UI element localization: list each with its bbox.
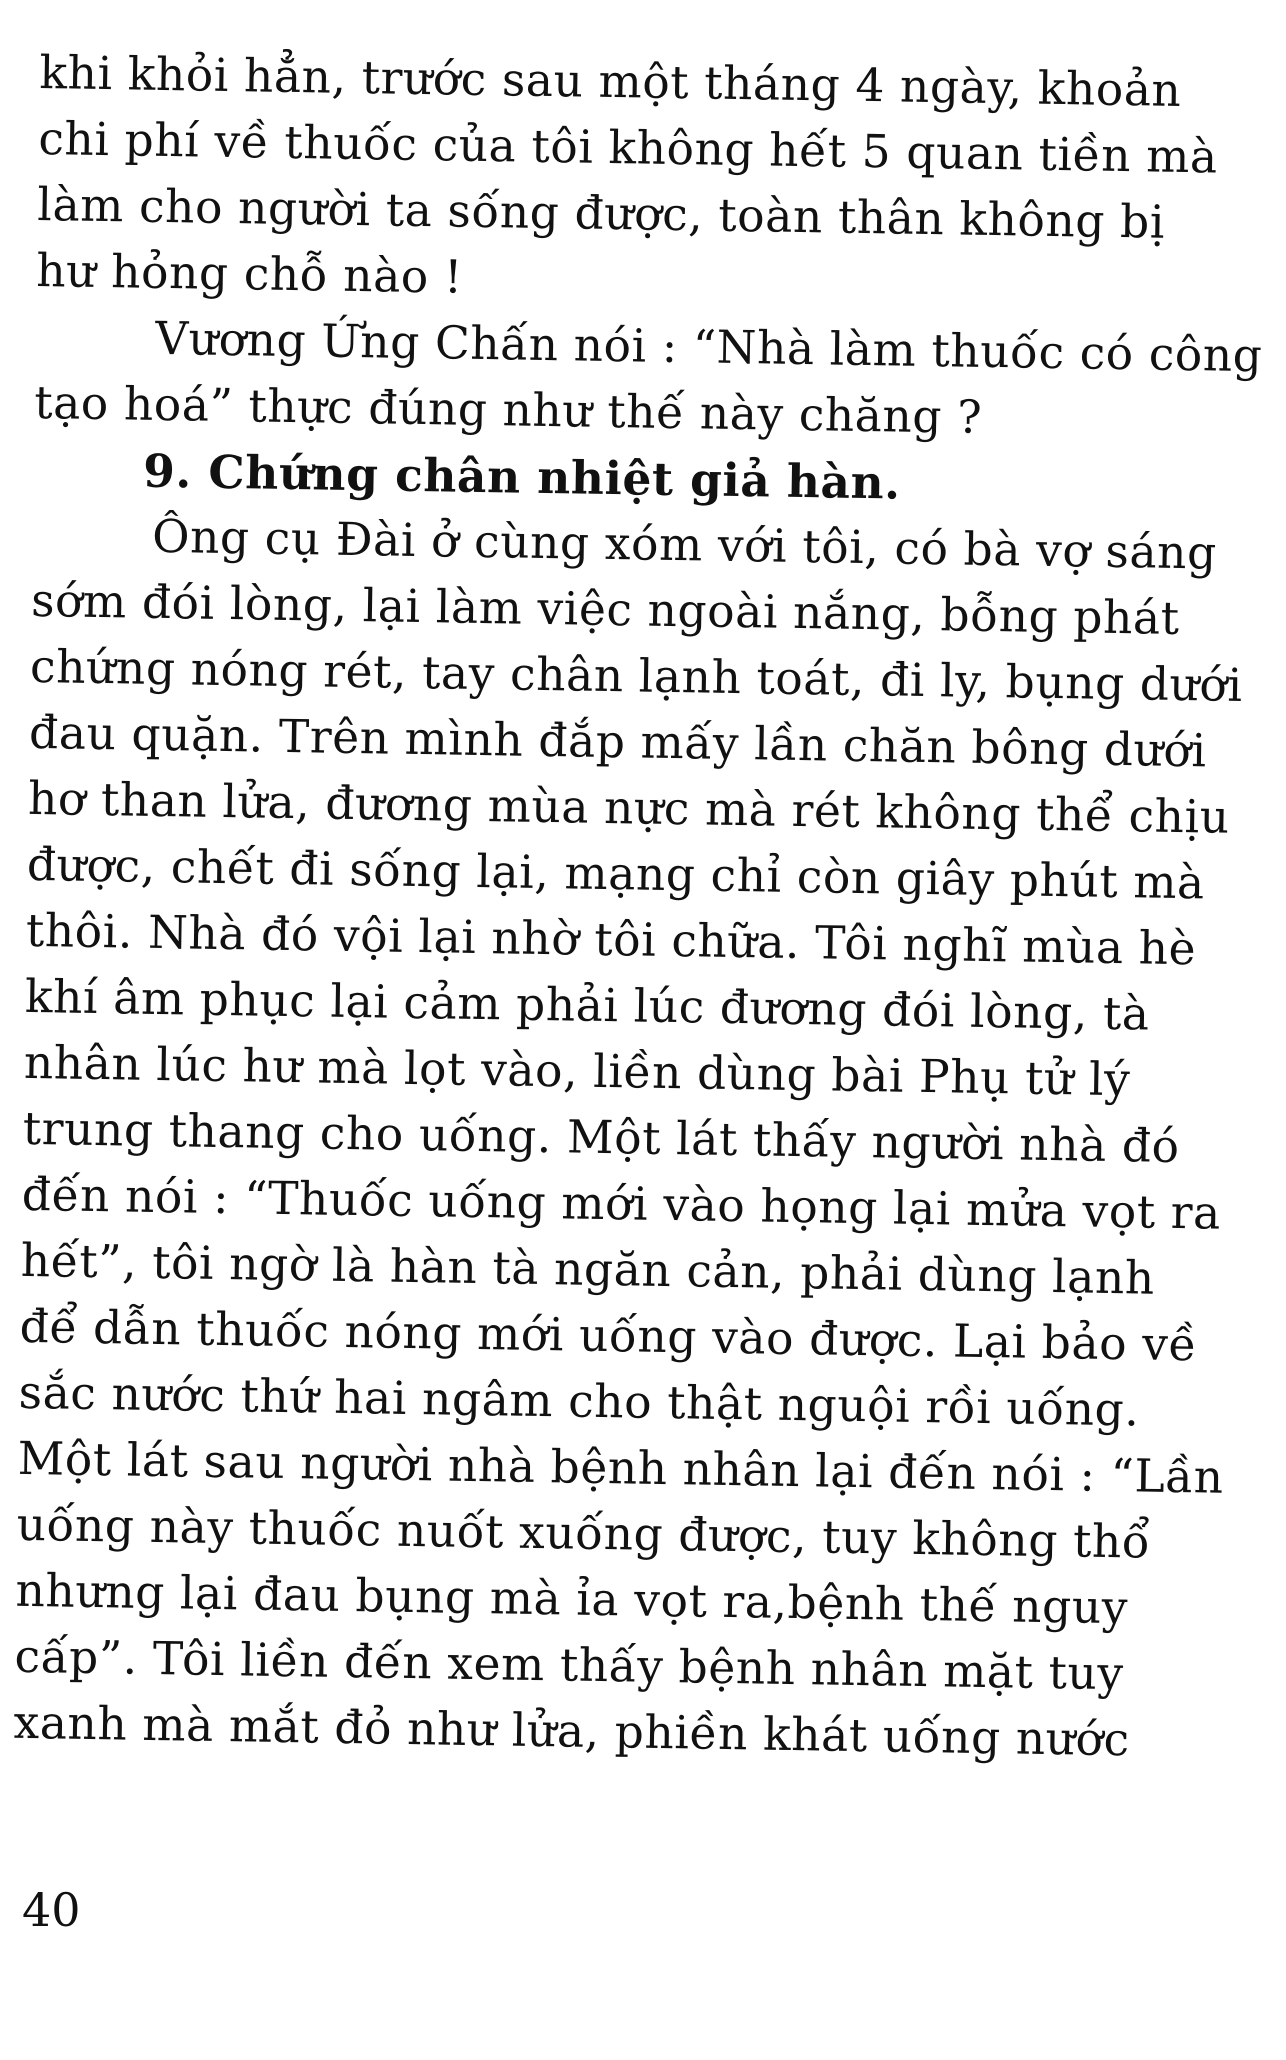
text-line: khi khỏi hẳn, trước sau một tháng 4 ngày, khoản [39, 45, 1182, 117]
text-line: xanh mà mắt đỏ như lửa, phiền khát uống nước [13, 1695, 1131, 1767]
text-line: thôi. Nhà đó vội lại nhờ tôi chữa. Tôi nghĩ mùa hè [25, 903, 1197, 976]
text-line: đến nói : “Thuốc uống mới vào họng lại mửa vọt ra [21, 1167, 1222, 1240]
text-line: để dẫn thuốc nóng mới uống vào được. Lại bảo về [19, 1299, 1198, 1372]
text-line: hết”, tôi ngờ là hàn tà ngăn cản, phải dùng lạnh [20, 1233, 1156, 1305]
text-line: làm cho người ta sống được, toàn thân không bị [36, 177, 1166, 249]
text-line: nhưng lại đau bụng mà ỉa vọt ra,bệnh thế nguy [15, 1563, 1129, 1635]
text-line: sớm đói lòng, lại làm việc ngoài nắng, bỗng phát [30, 573, 1181, 645]
text-line: chứng nóng rét, tay chân lạnh toát, đi ly, bụng dưới [29, 639, 1244, 712]
text-line: sắc nước thứ hai ngâm cho thật nguội rồi uống. [18, 1365, 1140, 1437]
text-line: trung thang cho uống. Một lát thấy người nhà đó [22, 1101, 1181, 1174]
text-line: chi phí về thuốc của tôi không hết 5 quan tiền mà [38, 111, 1219, 184]
text-line: uống này thuốc nuốt xuống được, tuy không thổ [16, 1497, 1151, 1569]
page-number: 40 [22, 1883, 81, 1937]
body-text [13, 40, 1270, 1775]
section-heading: 9. Chứng chân nhiệt giả hàn. [142, 443, 902, 510]
text-line: Vương Ứng Chấn nói : “Nhà làm thuốc có công [154, 311, 1263, 383]
text-line: hư hỏng chỗ nào ! [35, 243, 464, 304]
text-line: Một lát sau người nhà bệnh nhân lại đến nói : “Lần [17, 1431, 1225, 1504]
text-line: đau quặn. Trên mình đắp mấy lần chăn bông dưới [28, 705, 1208, 778]
text-line: hơ than lửa, đương mùa nực mà rét không thể chịu [27, 771, 1231, 844]
text-line: khí âm phục lại cảm phải lúc đương đói lòng, tà [24, 969, 1151, 1041]
text-line: tạo hoá” thực đúng như thế này chăng ? [33, 375, 983, 444]
text-line: cấp”. Tôi liền đến xem thấy bệnh nhân mặt tuy [14, 1629, 1125, 1701]
text-line: được, chết đi sống lại, mạng chỉ còn giây phút mà [26, 837, 1206, 910]
text-line: nhân lúc hư mà lọt vào, liền dùng bài Phụ tử lý [23, 1035, 1131, 1107]
text-line: Ông cụ Đài ở cùng xóm với tôi, có bà vợ sáng [151, 509, 1218, 580]
